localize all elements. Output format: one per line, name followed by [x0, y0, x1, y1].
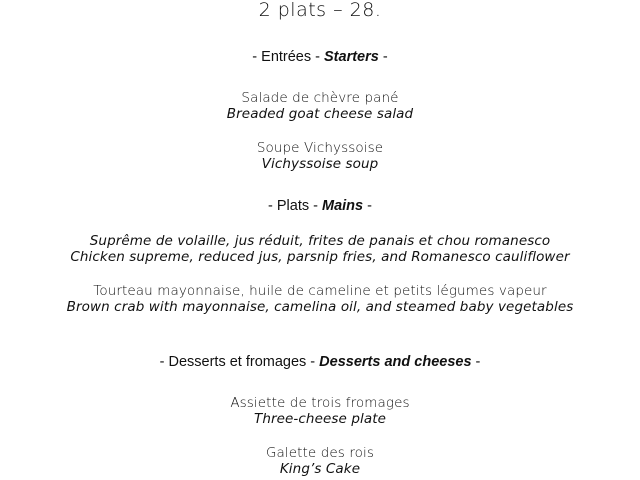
heading-en: Starters	[324, 49, 379, 65]
dish-fr: Salade de chèvre pané	[241, 90, 399, 106]
heading-fr: - Entrées -	[252, 49, 325, 65]
dish-fr: Galette des rois	[265, 445, 375, 461]
dish-en: Vichyssoise soup	[261, 156, 379, 172]
heading-suffix: -	[378, 49, 388, 65]
dish-fr: Soupe Vichyssoise	[256, 140, 384, 156]
heading-en: Mains	[322, 198, 364, 214]
heading-fr: - Desserts et fromages -	[159, 354, 320, 370]
section-heading-mains	[0, 197, 640, 215]
heading-suffix: -	[471, 354, 481, 370]
dish-en: King’s Cake	[279, 461, 361, 477]
heading-fr: - Plats -	[268, 198, 323, 214]
dish-en: Breaded goat cheese salad	[226, 106, 414, 122]
dish-fr: Tourteau mayonnaise, huile de cameline et petits légumes vapeur	[93, 283, 547, 299]
dish-fr: Suprême de volaille, jus réduit, frites de panais et chou romanesco	[89, 233, 551, 249]
dish-en: Three-cheese plate	[253, 411, 387, 427]
section-heading-starters	[0, 48, 640, 66]
dish-en: Chicken supreme, reduced jus, parsnip fries, and Romanesco cauliflower	[70, 249, 570, 265]
dish-fr: Assiette de trois fromages	[230, 395, 410, 411]
price-line: 2 plats – 28.	[258, 0, 382, 21]
section-heading-desserts	[0, 353, 640, 371]
heading-en: Desserts and cheeses	[319, 354, 472, 370]
heading-suffix: -	[363, 198, 372, 214]
dish-en: Brown crab with mayonnaise, camelina oil, and steamed baby vegetables	[66, 299, 574, 315]
